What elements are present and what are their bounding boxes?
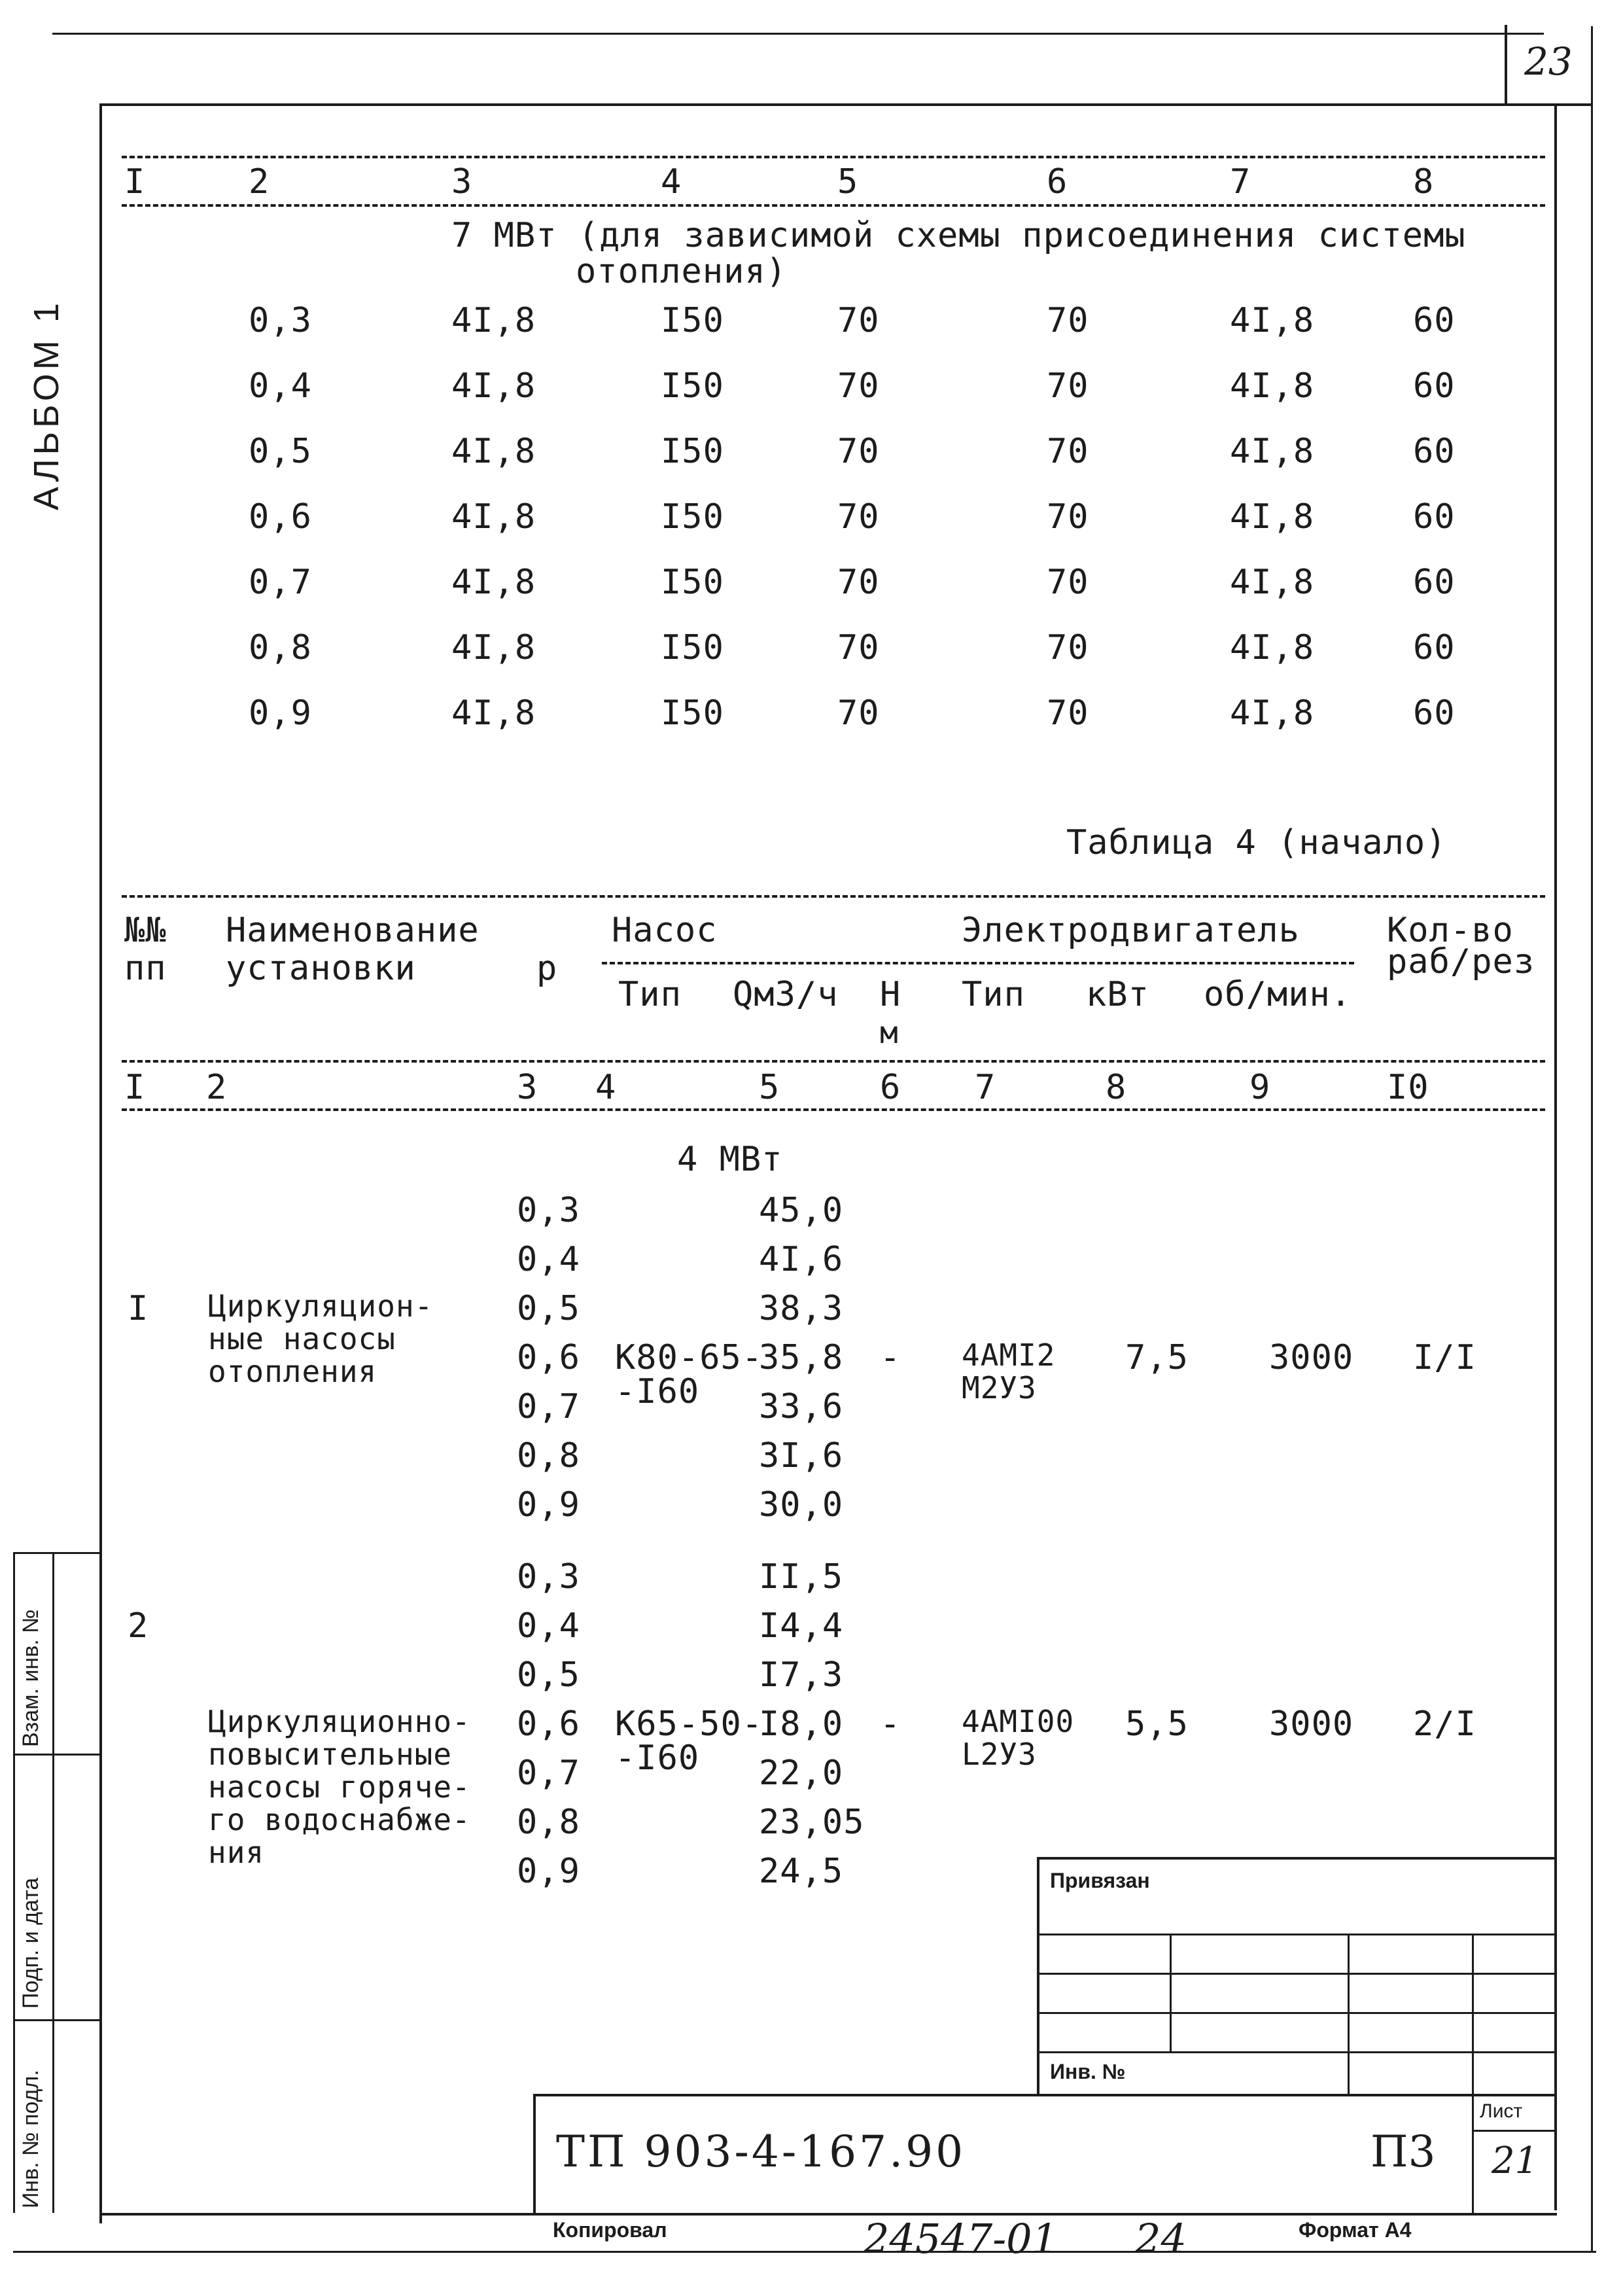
t4-g2-name-5: ния [208,1835,265,1870]
side-label-podp: Подп. и дата [18,1877,43,2009]
t4-g2-kw: 5,5 [1125,1704,1189,1744]
t4-dash-3 [122,1060,1545,1063]
t4-head-count-1: Кол-во [1387,911,1514,950]
page-num-box-left [1505,25,1507,103]
t4-g1-count: I/I [1413,1338,1476,1377]
top-row-2-col-5: 70 [837,366,880,406]
stamp-grid-h3 [1037,2012,1557,2014]
top-row-7-col-3: 4I,8 [451,694,536,733]
top-row-1-col-5: 70 [837,301,880,340]
t4-g2-name-2: повысительные [208,1737,453,1772]
top-row-2-col-4: I50 [661,366,724,406]
top-row-1-col-3: 4I,8 [451,301,536,340]
top-row-4-col-8: 60 [1413,497,1456,537]
t4-g1-q-4: 35,8 [759,1338,844,1377]
top-row-5-col-2: 0,7 [249,563,312,602]
stamp-sheet-no: 21 [1492,2140,1539,2182]
t4-head-motor-kw: кВт [1086,975,1149,1014]
top-row-7-col-7: 4I,8 [1230,694,1315,733]
t4-g1-q-6: 3I,6 [759,1436,844,1475]
t4-g2-name-3: насосы горяче- [208,1769,471,1805]
top-colnum-8: 8 [1413,162,1435,202]
t4-g1-name-2: ные насосы [208,1321,396,1356]
t4-head-pump-h-1: Н [880,975,901,1014]
stamp-outer-top [1037,1857,1557,1860]
top-row-6-col-4: I50 [661,628,724,667]
side-label-vzam: Взам. инв. № [18,1609,43,1747]
top-row-2-col-3: 4I,8 [451,366,536,406]
t4-g2-p-7: 0,9 [517,1852,580,1891]
top-row-7-col-8: 60 [1413,694,1456,733]
stamp-order-sheet: 24 [1135,2215,1187,2263]
top-row-4-col-6: 70 [1047,497,1089,537]
top-colnum-3: 3 [451,162,473,202]
stamp-order-no: 24547-01 [864,2215,1058,2263]
t4-g1-q-3: 38,3 [759,1289,844,1328]
top-row-1-col-7: 4I,8 [1230,301,1315,340]
stamp-grid-h4 [1037,2051,1557,2053]
top-row-2-col-8: 60 [1413,366,1456,406]
t4-colnum-7: 7 [975,1068,996,1107]
stamp-grid-h1 [1037,1934,1557,1935]
t4-head-num-1: №№ [124,911,167,950]
outer-bottom [13,2251,1596,2253]
t4-g2-pump-type-2: -I60 [615,1739,700,1778]
side-label-inv: Инв. № подл. [18,2070,43,2208]
side-title: АЛЬБОМ 1 [27,299,66,510]
frame-bottom [99,2213,1557,2216]
t4-g2-q-7: 24,5 [759,1852,844,1891]
top-row-4-col-3: 4I,8 [451,497,536,537]
t4-dash-2 [602,962,1354,964]
stamp-inv-no: Инв. № [1050,2060,1126,2083]
t4-g2-name-1: Циркуляционно- [208,1704,471,1739]
stamp-format: Формат А4 [1299,2218,1412,2242]
t4-colnum-1: I [124,1068,146,1107]
stamp-outer-left [1037,1857,1039,2095]
t4-g1-p-6: 0,8 [517,1436,580,1475]
t4-g1-q-1: 45,0 [759,1191,844,1230]
t4-head-motor-rpm: об/мин. [1204,975,1352,1014]
top-table-dash-1 [122,156,1545,158]
t4-g2-p-1: 0,3 [517,1557,580,1597]
top-row-6-col-5: 70 [837,628,880,667]
top-row-6-col-2: 0,8 [249,628,312,667]
t4-dash-1 [122,895,1545,898]
t4-g1-p-3: 0,5 [517,1289,580,1328]
t4-g1-pump-type-2: -I60 [615,1372,700,1411]
t4-head-pump-h-2: м [880,1015,899,1050]
top-row-6-col-8: 60 [1413,628,1456,667]
t4-g2-rpm: 3000 [1269,1704,1354,1744]
t4-head-p: р [536,949,558,988]
side-box-divider [52,1552,54,2213]
top-row-3-col-8: 60 [1413,432,1456,471]
top-colnum-5: 5 [837,162,859,202]
t4-colnum-8: 8 [1106,1068,1127,1107]
t4-head-name-1: Наименование [226,911,480,950]
t4-g2-q-1: II,5 [759,1557,844,1597]
top-row-5-col-6: 70 [1047,563,1089,602]
top-row-2-col-6: 70 [1047,366,1089,406]
t4-colnum-6: 6 [880,1068,901,1107]
frame-top [99,103,1591,106]
top-table-dash-2 [122,204,1545,207]
top-row-6-col-6: 70 [1047,628,1089,667]
stamp-main-left [533,2094,536,2213]
t4-dash-4 [122,1108,1545,1111]
top-row-4-col-2: 0,6 [249,497,312,537]
t4-g1-q-2: 4I,6 [759,1240,844,1279]
t4-g1-num: I [128,1289,149,1328]
t4-g2-pump-type-1: К65-50- [615,1704,763,1744]
t4-g1-p-1: 0,3 [517,1191,580,1230]
top-row-7-col-4: I50 [661,694,724,733]
t4-g1-q-7: 30,0 [759,1485,844,1525]
t4-g1-rpm: 3000 [1269,1338,1354,1377]
side-box-sep-1 [13,1754,102,1756]
top-row-3-col-7: 4I,8 [1230,432,1315,471]
t4-g2-q-3: I7,3 [759,1655,844,1695]
t4-head-motor-type: Тип [962,975,1025,1014]
t4-head-motor: Электродвигатель [962,911,1300,950]
t4-g1-name-1: Циркуляцион- [208,1288,434,1324]
top-row-1-col-6: 70 [1047,301,1089,340]
stamp-grid-v1 [1170,1934,1172,2051]
top-row-4-col-4: I50 [661,497,724,537]
t4-g1-motor-type-2: М2У3 [962,1370,1037,1405]
t4-colnum-3: 3 [517,1068,538,1107]
top-row-1-col-8: 60 [1413,301,1456,340]
t4-g1-p-7: 0,9 [517,1485,580,1525]
t4-g2-q-4: I8,0 [759,1704,844,1744]
side-box-sep-2 [13,2019,102,2021]
t4-head-pump-q: Qм3/ч [733,975,839,1014]
t4-colnum-10: I0 [1387,1068,1429,1107]
top-row-4-col-5: 70 [837,497,880,537]
t4-head-count-2: раб/рез [1387,942,1535,981]
top-row-1-col-4: I50 [661,301,724,340]
top-row-7-col-6: 70 [1047,694,1089,733]
t4-colnum-9: 9 [1249,1068,1271,1107]
stamp-privyazan: Привязан [1050,1869,1150,1892]
top-colnum-2: 2 [249,162,270,202]
t4-g2-q-5: 22,0 [759,1754,844,1793]
t4-section-title: 4 МВт [677,1140,783,1179]
stamp-copied: Копировал [553,2218,667,2242]
t4-g1-p-5: 0,7 [517,1387,580,1426]
top-row-2-col-7: 4I,8 [1230,366,1315,406]
t4-head-num-2: пп [124,949,167,988]
top-row-4-col-7: 4I,8 [1230,497,1315,537]
top-row-3-col-6: 70 [1047,432,1089,471]
t4-g2-num: 2 [128,1606,149,1646]
side-box-left [13,1552,15,2213]
top-row-3-col-2: 0,5 [249,432,312,471]
t4-g2-p-5: 0,7 [517,1754,580,1793]
t4-g1-name-3: отопления [208,1354,377,1389]
top-row-3-col-3: 4I,8 [451,432,536,471]
stamp-grid-h2 [1037,1973,1557,1975]
stamp-main-top [533,2094,1557,2096]
top-row-7-col-2: 0,9 [249,694,312,733]
t4-g2-q-2: I4,4 [759,1606,844,1646]
top-row-5-col-4: I50 [661,563,724,602]
stamp-sheet-h [1472,2130,1557,2132]
top-row-5-col-3: 4I,8 [451,563,536,602]
side-box-top [13,1552,102,1554]
t4-g2-motor-type-2: L2У3 [962,1737,1037,1772]
t4-g1-p-2: 0,4 [517,1240,580,1279]
t4-g1-motor-type-1: 4АМI2 [962,1337,1056,1373]
frame-left [99,103,102,2223]
stamp-doc-code: ТП 903-4-167.90 [556,2127,966,2177]
page-number: 23 [1524,39,1573,84]
top-row-5-col-7: 4I,8 [1230,563,1315,602]
t4-g1-pump-type-1: К80-65- [615,1338,763,1377]
top-colnum-7: 7 [1230,162,1251,202]
top-row-3-col-5: 70 [837,432,880,471]
top-rule [52,33,1544,35]
t4-g2-p-3: 0,5 [517,1655,580,1695]
t4-head-pump: Насос [612,911,718,950]
stamp-grid-v2 [1348,1934,1350,2095]
t4-head-pump-type: Тип [618,975,682,1014]
t4-g1-p-4: 0,6 [517,1338,580,1377]
t4-g2-q-6: 23,05 [759,1803,865,1842]
top-colnum-1: I [124,162,146,202]
t4-colnum-4: 4 [595,1068,617,1107]
t4-g1-q-5: 33,6 [759,1387,844,1426]
top-row-3-col-4: I50 [661,432,724,471]
top-section-title-2: отопления) [576,252,788,291]
t4-g2-p-6: 0,8 [517,1803,580,1842]
t4-g2-count: 2/I [1413,1704,1476,1744]
t4-g1-h: - [880,1338,901,1377]
t4-g2-name-4: го водоснабже- [208,1802,471,1837]
stamp-sheet-label: Лист [1480,2100,1523,2122]
top-row-2-col-2: 0,4 [249,366,312,406]
t4-head-name-2: установки [226,949,416,988]
frame-right [1554,103,1557,2210]
t4-g1-kw: 7,5 [1125,1338,1189,1377]
top-row-1-col-2: 0,3 [249,301,312,340]
top-row-7-col-5: 70 [837,694,880,733]
t4-g2-motor-type-1: 4АМI00 [962,1704,1075,1739]
top-row-6-col-3: 4I,8 [451,628,536,667]
top-row-5-col-8: 60 [1413,563,1456,602]
top-row-6-col-7: 4I,8 [1230,628,1315,667]
top-colnum-4: 4 [661,162,682,202]
t4-colnum-2: 2 [206,1068,228,1107]
top-row-5-col-5: 70 [837,563,880,602]
t4-g2-h: - [880,1704,901,1744]
table4-caption: Таблица 4 (начало) [1066,823,1447,862]
stamp-grid-v3 [1472,1934,1474,2213]
top-colnum-6: 6 [1047,162,1068,202]
stamp-mark: П3 [1370,2127,1436,2177]
t4-g2-p-2: 0,4 [517,1606,580,1646]
t4-g2-p-4: 0,6 [517,1704,580,1744]
t4-colnum-5: 5 [759,1068,780,1107]
outer-right [1591,26,1593,2251]
top-section-title-1: 7 МВт (для зависимой схемы присоединения системы [451,216,1466,255]
